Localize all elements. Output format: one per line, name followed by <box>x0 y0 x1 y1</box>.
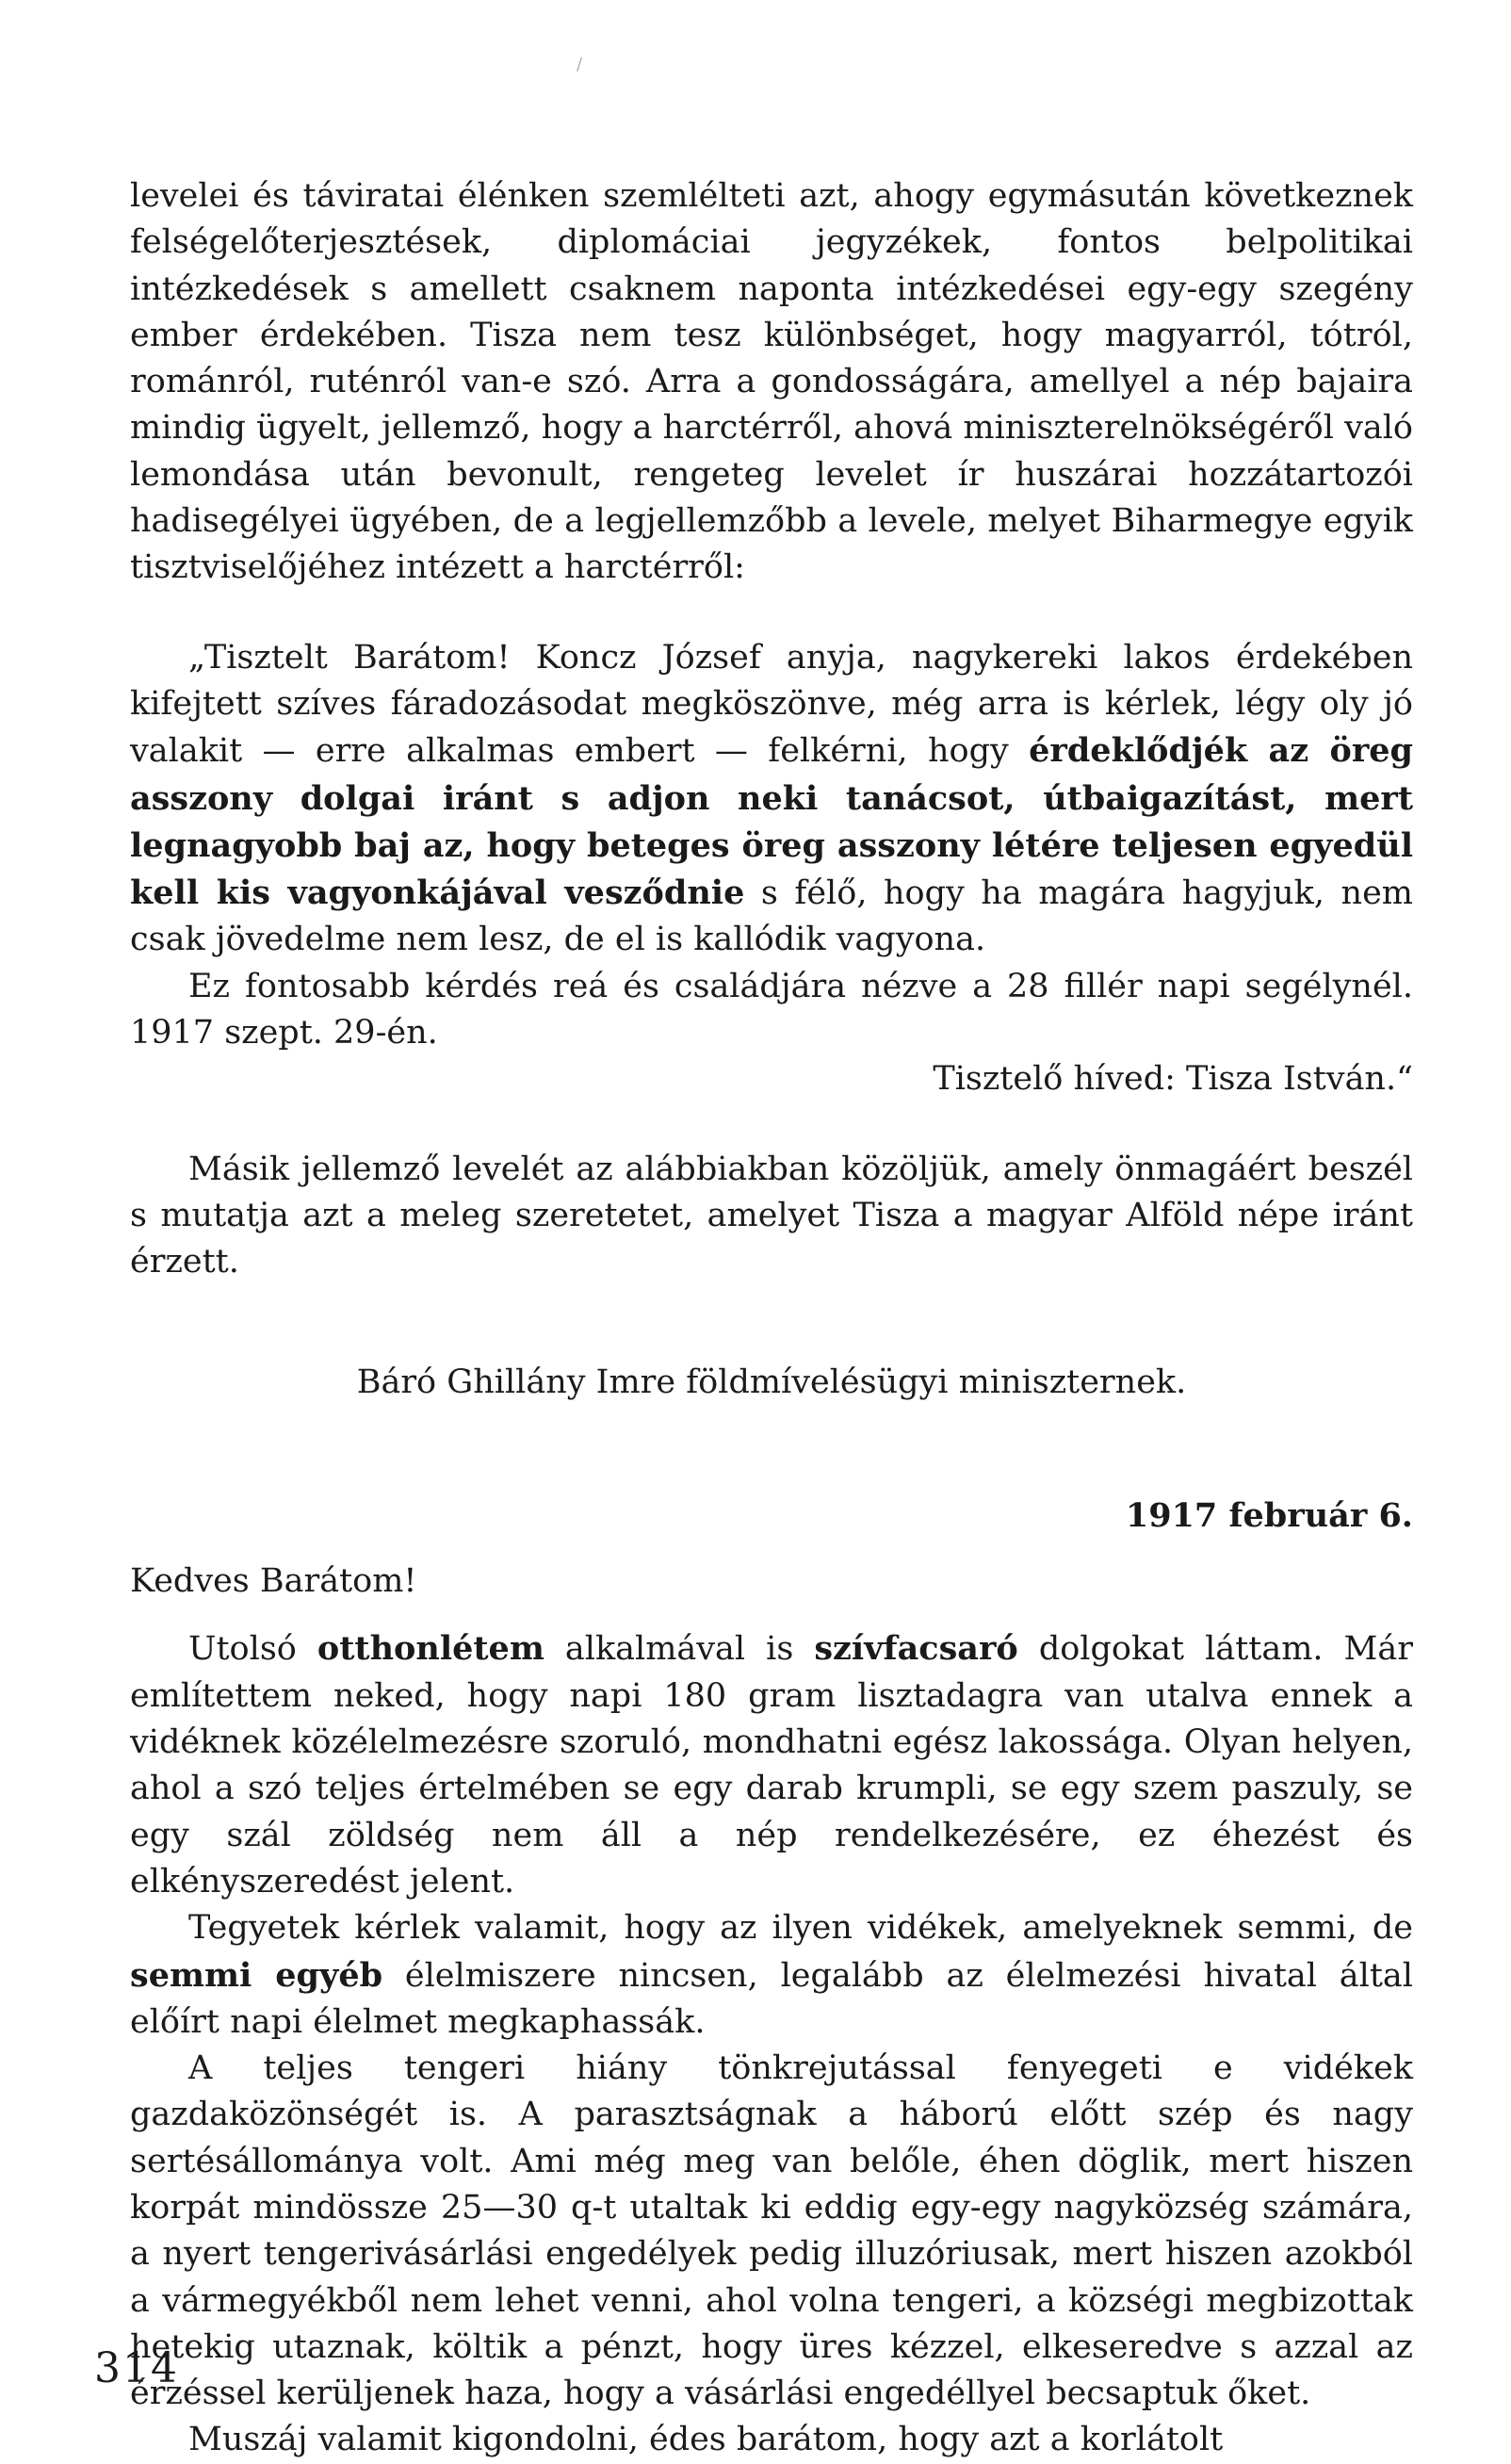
letter2-address: Báró Ghillány Imre földmívelésügyi miniszternek. <box>356 1363 1187 1401</box>
letter2-salutation: Kedves Barátom! <box>130 1562 417 1601</box>
page-number: 314 <box>94 2344 179 2392</box>
l2p2-b: semmi egyéb <box>130 1955 383 1995</box>
paragraph-second-letter-intro: Másik jellemző levelét az alábbiakban közöljük, amely önmagáért beszél s mutatja azt a meleg szeretetet, amelyet Tisza a magyar Alföld népe iránt érzett. <box>130 1150 1413 1281</box>
letter1-text-b: s félő, hogy ha magára hagyjuk, nem csak jövedelme nem lesz, de el is kallódik vagyona. <box>130 874 1413 959</box>
l2p2-a: Tegyetek kérlek valamit, hogy az ilyen vidékek, amelyeknek semmi, de <box>188 1909 1413 1948</box>
body-text <box>130 173 1413 2464</box>
l2p1-a: Utolsó <box>188 1630 317 1669</box>
letter1-bold: érdeklődjék az öreg asszony dolgai iránt s adjon neki tanácsot, útbaigazítást, mert legnagyobb baj az, hogy beteges öreg asszony létére teljesen egyedül kell kis vagyonkájával vesződnie <box>130 731 1414 913</box>
letter1-paragraph <box>130 635 1413 964</box>
l2p1-c: alkalmával is <box>544 1630 815 1669</box>
letter1-closing: Tisztelő híved: Tisza István.“ <box>933 1060 1413 1099</box>
letter2-date-text: 1917 február 6. <box>1125 1495 1413 1535</box>
letter1-paragraph-2: Ez fontosabb kérdés reá és családjára nézve a 28 fillér napi segélynél. 1917 szept. 29-én. <box>130 967 1413 1053</box>
letter2-paragraph-3: A teljes tengeri hiány tönkrejutással fenyegeti e vidékek gazdaközönségét is. A parasztságnak a háború előtt szép és nagy sertésállománya volt. Ami még meg van belőle, éhen döglik, mert hiszen korpát mindössze 25—30 q-t utaltak ki eddig egy-egy nagyközség számára, a nyert tengerivásárlási engedélyek pedig illuzóriusak, mert hiszen azokból a vármegyékből nem lehet venni, ahol volna tengeri, a községi megbizottak hetekig utaznak, költik a pénzt, hogy üres kézzel, elkeseredve s azzal az érzéssel kerüljenek haza, hogy a vásárlási engedéllyel becsaptuk őket. <box>130 2049 1413 2413</box>
paragraph-intro: levelei és táviratai élénken szemlélteti azt, ahogy egymásután következnek felségelőterjesztések, diplomáciai jegyzékek, fontos belpolitikai intézkedések s amellett csaknem naponta intézkedései egy-egy szegény ember érdekében. Tisza nem tesz különbséget, hogy magyarról, tótról, románról, ruténról van-e szó. Arra a gondosságára, amellyel a nép bajaira mindig ügyelt, jellemző, hogy a harctérről, ahová miniszterelnökségéről való lemondása után bevonult, rengeteg levelet ír huszárai hozzátartozói hadisegélyei ügyében, de a legjellemzőbb a levele, melyet Biharmegye egyik tisztviselőjéhez intézett a harctérről: <box>130 177 1413 587</box>
letter2-date <box>130 1493 1413 1540</box>
letter2-paragraph-2 <box>130 1905 1413 2046</box>
letter1-text-a: „Tisztelt Barátom! Koncz József anyja, nagykereki lakos érdekében kifejtett szíves fáradozásodat megköszönve, még arra is kérlek, légy oly jó valakit — erre alkalmas embert — felkérni, hogy <box>130 638 1413 771</box>
top-mark: / <box>577 55 583 74</box>
l2p1-b2: szívfacsaró <box>814 1629 1018 1669</box>
l2p1-b1: otthonlétem <box>317 1629 544 1669</box>
l2p2-c: élelmiszere nincsen, legalább az élelmezési hivatal által előírt napi élelmet megkaphassák. <box>130 1956 1413 2041</box>
letter2-paragraph-4: Muszáj valamit kigondolni, édes barátom, hogy azt a korlátolt <box>188 2421 1224 2459</box>
letter2-paragraph-1 <box>130 1625 1413 1905</box>
l2p1-d: dolgokat láttam. Már említettem neked, hogy napi 180 gram lisztadagra van utalva ennek a vidéknek közélelmezésre szoruló, mondhatni egész lakossága. Olyan helyen, ahol a szó teljes értelmében se egy darab krumpli, se egy szem paszuly, se egy szál zöldség nem áll a nép rendelkezésére, ez éhezést és elkényszeredést jelent. <box>130 1630 1413 1901</box>
